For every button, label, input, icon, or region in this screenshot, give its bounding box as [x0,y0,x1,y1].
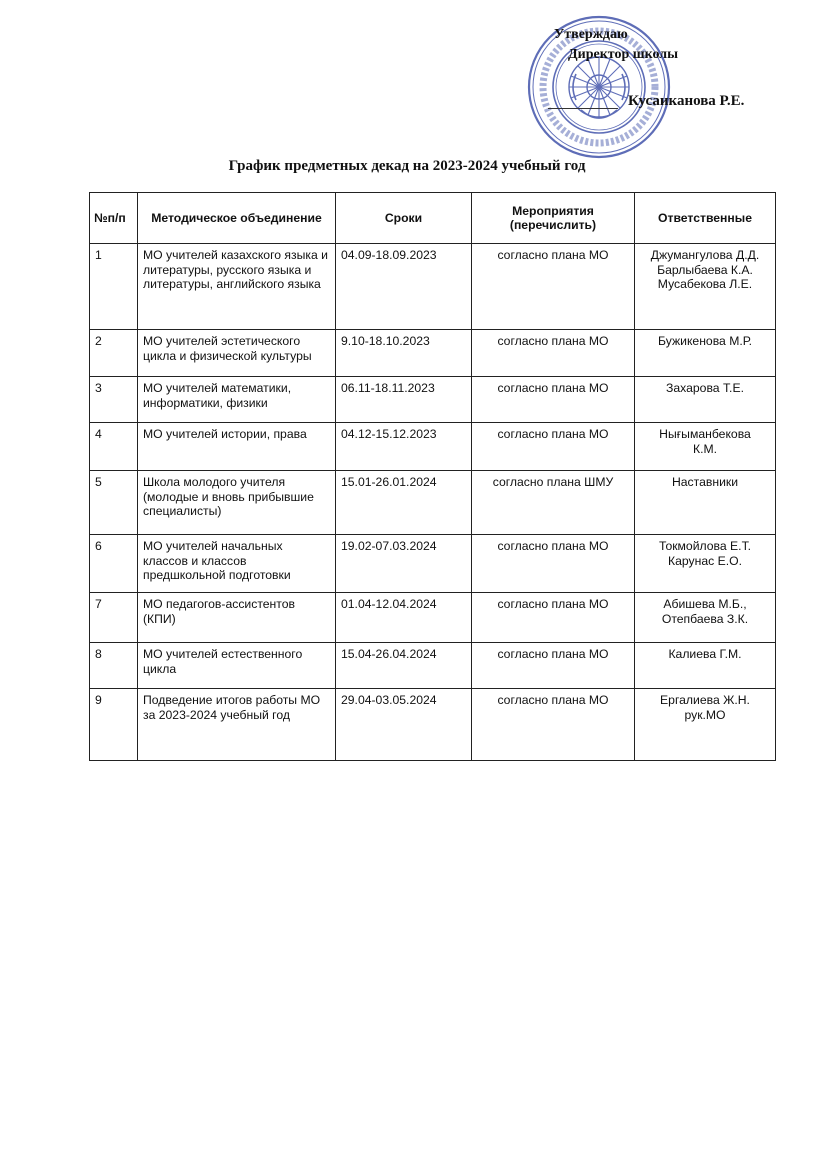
row-events: согласно плана МО [472,593,635,643]
approval-heading: Утверждаю [554,27,628,42]
responsible-person: Ергалиева Ж.Н. [660,693,750,707]
header-dates: Сроки [336,193,472,244]
row-dates: 04.12-15.12.2023 [336,423,472,471]
row-department: МО учителей истории, права [138,423,336,471]
table-row [90,593,776,643]
responsible-person: Карунас Е.О. [668,553,742,568]
responsible-person: Абишева М.Б., [663,597,747,611]
responsible-person: Отепбаева З.К. [661,611,749,626]
table-row [90,377,776,423]
responsible-person: Калиева Г.М. [668,647,742,661]
responsible-person: Захарова Т.Е. [666,381,744,395]
row-department: МО учителей эстетического цикла и физической культуры [138,330,336,377]
header-responsible: Ответственные [635,193,776,244]
responsible-person: Бужикенова М.Р. [658,334,752,348]
row-events: согласно плана МО [472,643,635,689]
row-events: согласно плана МО [472,377,635,423]
row-dates: 19.02-07.03.2024 [336,535,472,593]
table-row [90,244,776,330]
row-responsible [635,593,776,643]
row-number: 9 [90,689,138,761]
table-row [90,535,776,593]
row-dates: 15.01-26.01.2024 [336,471,472,535]
row-number: 1 [90,244,138,330]
schedule-table [89,192,776,761]
row-events: согласно плана МО [472,330,635,377]
row-responsible [635,471,776,535]
header-department: Методическое объединение [138,193,336,244]
row-responsible [635,423,776,471]
signature-line [548,108,618,109]
row-department: МО учителей казахского языка и литературы, русского языка и литературы, английского языка [138,244,336,330]
row-responsible [635,689,776,761]
header-number: №п/п [90,193,138,244]
row-department: Подведение итогов работы МО за 2023-2024 учебный год [138,689,336,761]
row-events: согласно плана МО [472,244,635,330]
page-title: График предметных декад на 2023-2024 учебный год [228,158,586,174]
row-dates: 06.11-18.11.2023 [336,377,472,423]
table-row [90,330,776,377]
row-department: МО учителей начальных классов и классов предшкольной подготовки [138,535,336,593]
responsible-person: Наставники [671,475,739,489]
approval-position: Директор школы [568,47,679,62]
row-number: 6 [90,535,138,593]
responsible-person: рук.МО [684,707,726,722]
row-dates: 15.04-26.04.2024 [336,643,472,689]
table-row [90,471,776,535]
row-department: МО педагогов-ассистентов (КПИ) [138,593,336,643]
row-dates: 29.04-03.05.2024 [336,689,472,761]
row-department: МО учителей математики, информатики, физики [138,377,336,423]
row-events: согласно плана МО [472,535,635,593]
row-events: согласно плана МО [472,689,635,761]
row-dates: 01.04-12.04.2024 [336,593,472,643]
approval-signer: Кусаиканова Р.Е. [628,93,745,109]
table-row [90,643,776,689]
row-department: МО учителей естественного цикла [138,643,336,689]
row-number: 4 [90,423,138,471]
responsible-person: Джумангулова Д.Д. [650,248,760,262]
row-responsible [635,535,776,593]
row-number: 8 [90,643,138,689]
row-dates: 9.10-18.10.2023 [336,330,472,377]
row-responsible [635,330,776,377]
table-row [90,689,776,761]
row-department: Школа молодого учителя (молодые и вновь прибывшие специалисты) [138,471,336,535]
row-number: 7 [90,593,138,643]
header-events: Мероприятия (перечислить) [472,193,635,244]
responsible-person: Токмойлова Е.Т. [658,539,752,553]
responsible-person: Нығыманбекова [659,427,751,441]
row-responsible [635,244,776,330]
row-responsible [635,377,776,423]
row-number: 5 [90,471,138,535]
row-number: 3 [90,377,138,423]
responsible-person: К.М. [692,441,718,456]
responsible-person: Барлыбаева К.А. [657,262,753,277]
row-events: согласно плана ШМУ [472,471,635,535]
row-dates: 04.09-18.09.2023 [336,244,472,330]
table-header-row [90,193,776,244]
row-events: согласно плана МО [472,423,635,471]
table-row [90,423,776,471]
responsible-person: Мусабекова Л.Е. [657,277,753,291]
row-responsible [635,643,776,689]
row-number: 2 [90,330,138,377]
